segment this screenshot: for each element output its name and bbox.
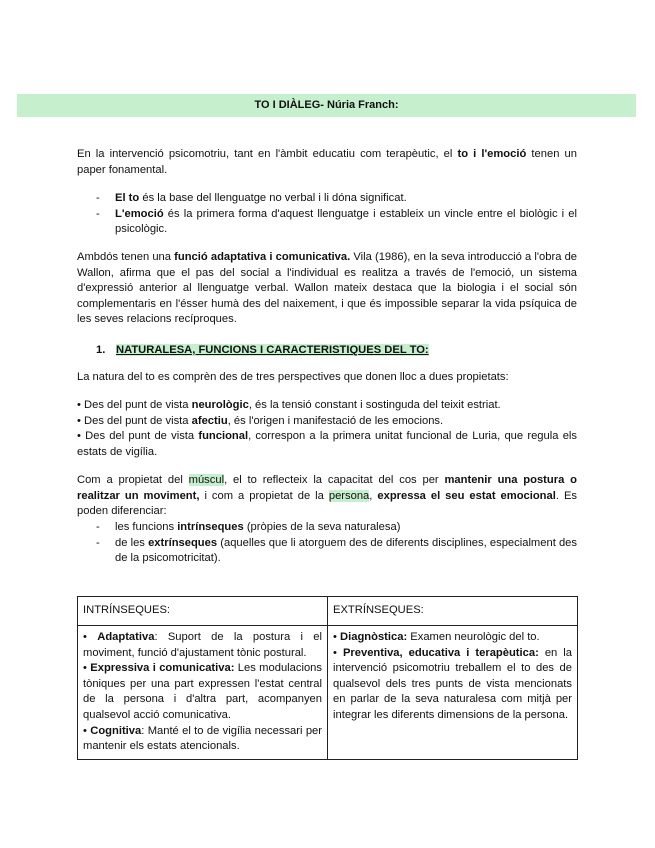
para-text: Com a propietat del — [77, 474, 189, 486]
para-text: i com a propietat de la — [199, 489, 329, 502]
item-text: • Des del punt de vista — [77, 430, 199, 443]
list-item — [77, 520, 577, 536]
dash-bullet: - — [96, 207, 100, 220]
list-item — [77, 536, 577, 567]
item-bold: L'emoció — [115, 207, 164, 220]
item-bold: extrínseques — [148, 536, 218, 549]
cell-bold: Preventiva, educativa i terapèutica: — [342, 646, 539, 659]
cell-item: • Expressiva i comunicativa: Les modulacions tòniques per una part expressen l'estat central de la persona i d'altra part, acompanyen qualsevol acció comunicativa. — [83, 662, 322, 721]
item-text-end: (aquelles que li atorguem des de diferents disciplines, especialment des de la psicomotricitat). — [115, 536, 577, 565]
cell-text: : Manté el to de vigília necessari per mantenir els estats atencionals. — [83, 724, 322, 753]
cell-item: • Preventiva, educativa i terapèutica: en la intervenció psicomotriu treballem el to des de qualsevol dels tres punts de vista mencionats en parlar de la seva naturalesa com mitjà per integrar les diferents dimensions de la persona. — [333, 646, 572, 721]
para-text: Ambdós tenen una — [77, 251, 175, 263]
item-bold: afectiu — [191, 414, 228, 427]
dash-bullet: - — [96, 521, 100, 533]
intro-paragraph — [77, 147, 577, 178]
intro-text-end: tenen un paper fonamental. — [77, 148, 577, 176]
intrinsic-cell — [78, 626, 328, 760]
dash-bullet: - — [96, 536, 100, 549]
item-bold: neurològic — [191, 399, 249, 411]
para-text: , — [369, 489, 378, 502]
item-text: de les — [115, 536, 149, 549]
item-text: • Des del punt de vista — [77, 399, 192, 411]
perspectives-intro: La natura del to es comprèn des de tres perspectives que donen lloc a dues propietats: — [77, 371, 509, 383]
properties-paragraph — [77, 473, 577, 520]
function-paragraph — [77, 250, 577, 328]
table-row — [78, 626, 578, 760]
list-item — [77, 414, 577, 430]
cell-text: Examen neurològic del to. — [407, 631, 540, 643]
cell-item: • Cognitiva: Manté el to de vigília necessari per mantenir els estats atencionals. — [83, 724, 322, 753]
intro-text: En la intervenció psicomotriu, tant en l'àmbit educatiu com terapèutic, el — [77, 148, 458, 160]
perspectives-list — [77, 398, 577, 460]
section-heading — [96, 343, 429, 359]
dash-bullet: - — [96, 192, 100, 204]
item-text: • Des del punt de vista — [77, 414, 192, 427]
item-text-end: , és l'origen i manifestació de les emocions. — [227, 414, 444, 427]
list-item — [77, 398, 577, 414]
cell-item: • Adaptativa: Suport de la postura i el moviment, funció d'ajustament tònic postural. — [83, 631, 322, 659]
extrinsic-cell — [328, 626, 578, 760]
item-bold: El to — [115, 192, 140, 204]
document-title: TO I DIÀLEG- Núria Franch: — [17, 94, 636, 117]
para-text-end: Vila (1986), en la seva introducció a l'obra de Wallon, afirma que el pas del social a l'individual es realitza a través de l'emoció, un sistema d'expressió anterior al llenguatge verbal. Wallon mateix destaca que la biologia i el social són complementaris en l'ésser humà des del naixement, i que és impossible separar la vida psíquica de les seves relacions recíproques. — [77, 251, 578, 326]
para-bold: funció adaptativa i comunicativa. — [174, 251, 351, 263]
cell-bold: Adaptativa — [97, 631, 155, 643]
item-bold: intrínseques — [177, 521, 244, 533]
intro-bold: to i l'emoció — [457, 148, 527, 160]
cell-text: : Suport de la postura i el moviment, funció d'ajustament tònic postural. — [83, 631, 322, 659]
item-text: les funcions — [115, 521, 178, 533]
section-number: 1. — [96, 344, 106, 356]
para-text: , el to reflecteix la capacitat del cos per — [224, 474, 445, 486]
functions-table — [77, 596, 578, 760]
list-item — [77, 191, 577, 207]
item-text-end: , correspon a la primera unitat funcional de Luria, que regula els estats de vigília. — [77, 430, 577, 458]
para-bold: mantenir una postura o realitzar un moviment, — [77, 474, 577, 502]
para-bold: expressa el seu estat emocional — [377, 489, 556, 502]
cell-item: • Diagnòstica: Examen neurològic del to. — [333, 631, 540, 643]
cell-bold: Diagnòstica: — [340, 631, 408, 643]
highlight-person: persona — [328, 489, 370, 502]
functions-list — [77, 520, 577, 567]
header-extrinsic: EXTRÍNSEQUES: — [328, 597, 578, 626]
cell-bold: Expressiva i comunicativa: — [90, 662, 235, 675]
item-text: és la primera forma d'aquest llenguatge i estableix un vincle entre el biològic i el psicològic. — [115, 207, 577, 236]
tone-emotion-list — [77, 191, 577, 238]
item-bold: funcional — [198, 430, 249, 443]
item-text-end: (pròpies de la seva naturalesa) — [243, 521, 401, 533]
item-text: és la base del llenguatge no verbal i li dóna significat. — [139, 192, 407, 204]
cell-bold: Cognitiva — [90, 724, 142, 737]
cell-text: en la intervenció psicomotriu treballem el to des de qualsevol dels tres punts de vista mencionats en parlar de la seva naturalesa com mitjà per integrar les diferents dimensions de la persona. — [333, 646, 572, 721]
cell-text: Les modulacions tòniques per una part expressen l'estat central de la persona i d'altra part, acompanyen qualsevol acció comunicativa. — [83, 662, 322, 721]
highlight-muscle: múscul — [188, 474, 225, 486]
list-item — [77, 207, 577, 238]
list-item — [77, 429, 577, 460]
item-text-end: , és la tensió constant i sostinguda del teixit estriat. — [248, 399, 501, 411]
para-text-end: . Es poden diferenciar: — [77, 489, 577, 518]
table-header-row — [78, 597, 578, 626]
header-intrinsic: INTRÍNSEQUES: — [78, 597, 328, 626]
section-title: NATURALESA, FUNCIONS I CARACTERISTIQUES DEL TO: — [116, 344, 429, 356]
